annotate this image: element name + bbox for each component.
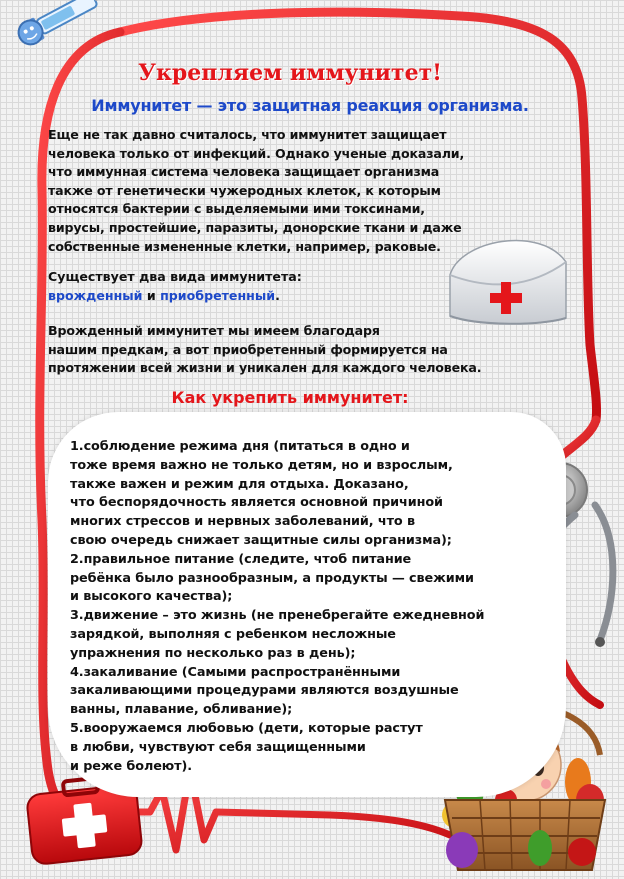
origin-line: нашим предкам, а вот приобретенный формируется на (48, 341, 448, 357)
immunity-types-paragraph (48, 268, 448, 305)
tip-line: также важен и режим для отдыха. Доказано, (70, 476, 409, 492)
intro-line: человека только от инфекций. Однако ученые доказали, (48, 145, 465, 161)
tip-line: многих стрессов и нервных заболеваний, что в (70, 514, 415, 530)
tip-line: ванны, плавание, обливание); (70, 702, 293, 718)
origin-line: протяжении всей жизни и уникален для каждого человека. (48, 360, 482, 376)
intro-paragraph (48, 126, 568, 256)
types-and: и (142, 287, 161, 303)
tip-line: и высокого качества); (70, 589, 233, 605)
types-list (48, 287, 448, 306)
types-end: . (275, 287, 280, 303)
origin-line: Врожденный иммунитет мы имеем благодаря (48, 323, 380, 338)
tip-line: свою очередь снижает защитные силы организма); (70, 532, 452, 548)
tip-line: зарядкой, выполняя с ребенком несложные (70, 626, 396, 642)
page-subtitle: Иммунитет — это защитная реакция организма. (91, 96, 529, 115)
tip-line: что беспорядочность является основной причиной (70, 495, 443, 511)
intro-line: что иммунная система человека защищает организма (48, 164, 440, 180)
tip-line: 4.закаливание (Самыми распространёнными (70, 664, 401, 680)
origin-paragraph (48, 322, 568, 378)
intro-line: вирусы, простейшие, паразиты, донорские ткани и даже (48, 219, 462, 235)
howto-heading: Как укрепить иммунитет: (171, 388, 409, 407)
tip-line: 1.соблюдение режима дня (питаться в одно и (70, 439, 410, 454)
tip-line: 5.вооружаемся любовью (дети, которые растут (70, 720, 423, 736)
types-lead: Существует два вида иммунитета: (48, 269, 302, 284)
tip-line: 2.правильное питание (следите, чтоб питание (70, 551, 412, 567)
tip-line: упражнения по несколько раз в день); (70, 645, 356, 661)
tips-list (70, 438, 540, 776)
acquired-type: приобретенный (160, 287, 276, 303)
tip-line: 3.движение – это жизнь (не пренебрегайте ежедневной (70, 608, 485, 624)
intro-line: Еще не так давно считалось, что иммунитет защищает (48, 127, 447, 142)
innate-type: врожденный (48, 287, 143, 303)
tip-line: в любви, чувствуют себя защищенными (70, 739, 366, 755)
page-title: Укрепляем иммунитет! (138, 60, 442, 86)
tip-line: ребёнка было разнообразным, а продукты — свежими (70, 570, 474, 586)
intro-line: относятся бактерии с выделяемыми ими токсинами, (48, 201, 425, 217)
tip-line: тоже время важно не только детям, но и взрослым, (70, 457, 453, 473)
syringe-icon (14, 0, 135, 49)
intro-line: собственные измененные клетки, например, раковые. (48, 238, 441, 254)
tip-line: закаливающими процедурами являются воздушные (70, 683, 459, 699)
intro-line: также от генетически чужеродных клеток, к которым (48, 182, 441, 198)
tip-line: и реже болеют). (70, 758, 192, 774)
